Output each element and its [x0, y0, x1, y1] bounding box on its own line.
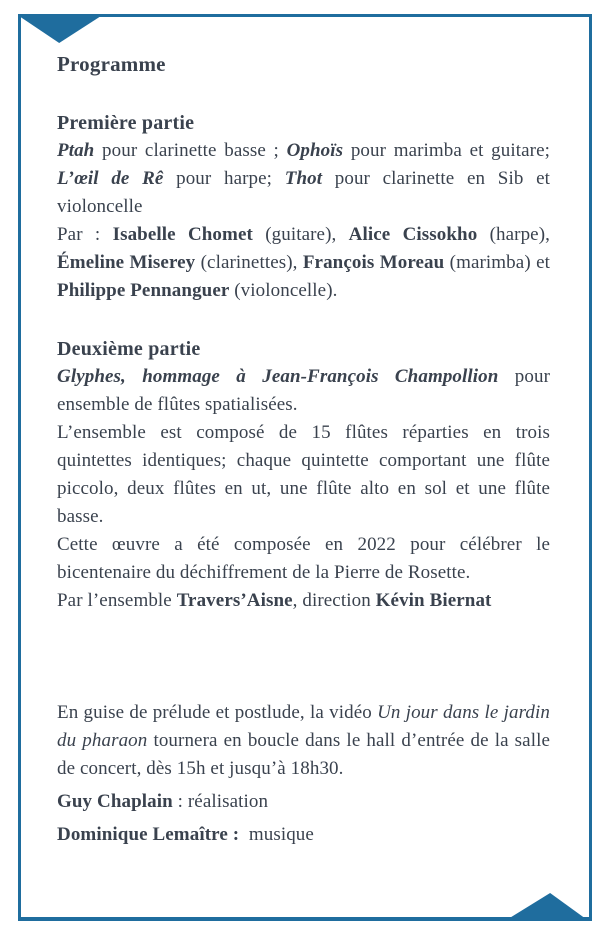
- paragraph: [57, 137, 550, 221]
- text-run: (marimba) et: [444, 252, 550, 273]
- text-run: musique: [239, 824, 314, 845]
- text-run: pour clarinette en Sib et violoncelle: [57, 168, 550, 217]
- text-run: pour clarinette basse ;: [94, 140, 287, 161]
- emphasized-text: Alice Cissokho: [348, 224, 478, 245]
- paragraph: [57, 587, 550, 615]
- emphasized-text: Glyphes, hommage à Jean-François Champollion: [57, 366, 499, 387]
- emphasized-text: Guy Chaplain: [57, 791, 173, 812]
- text-run: (harpe),: [477, 224, 550, 245]
- text-run: Par :: [57, 224, 113, 245]
- text-run: , direction: [292, 590, 376, 611]
- emphasized-text: L’œil de Rê: [57, 168, 164, 189]
- text-run: : réalisation: [172, 791, 269, 812]
- text-run: (violoncelle).: [229, 280, 338, 301]
- text-run: pour marimba et guitare;: [343, 140, 550, 161]
- section-heading: Première partie: [57, 112, 195, 134]
- text-run: (guitare),: [252, 224, 349, 245]
- sections: [57, 109, 550, 849]
- emphasized-text: Un jour dans le jardin du pharaon: [57, 702, 550, 751]
- section-1: [57, 109, 550, 305]
- text-run: Par l’ensemble: [57, 590, 177, 611]
- text-run: tournera en boucle dans le hall d’entrée de la salle de concert, dès 15h et jusqu’à 18h30.: [57, 730, 550, 779]
- emphasized-text: Ptah: [57, 140, 95, 161]
- text-run: pour harpe;: [163, 168, 285, 189]
- emphasized-text: Émeline Miserey: [57, 252, 196, 273]
- text-run: L’ensemble est composé de 15 flûtes réparties en trois quintettes identiques; chaque quintette comportant une flûte piccolo, deux flûtes en ut, une flûte alto en sol et une flûte basse.: [57, 422, 550, 527]
- emphasized-text: Thot: [284, 168, 323, 189]
- section-2: [57, 335, 550, 615]
- emphasized-text: Isabelle Chomet: [112, 224, 253, 245]
- paragraph: [57, 531, 550, 587]
- paragraph: [57, 821, 550, 849]
- paragraph: [57, 699, 550, 783]
- emphasized-text: Philippe Pennanguer: [57, 280, 230, 301]
- paragraph: [57, 221, 550, 305]
- text-run: pour ensemble de flûtes spatialisées.: [57, 366, 550, 415]
- page-title: Programme: [57, 52, 166, 76]
- paragraph: [57, 419, 550, 531]
- section-heading: Deuxième partie: [57, 338, 201, 360]
- text-run: Cette œuvre a été composée en 2022 pour célébrer le bicentenaire du déchiffrement de la Pierre de Rosette.: [57, 534, 550, 583]
- emphasized-text: Travers’Aisne: [176, 590, 293, 611]
- emphasized-text: Ophoïs: [286, 140, 344, 161]
- paragraph: [57, 363, 550, 419]
- emphasized-text: Dominique Lemaître :: [57, 824, 240, 845]
- paragraph: [57, 788, 550, 816]
- section-3: [57, 699, 550, 849]
- text-run: (clarinettes),: [195, 252, 303, 273]
- text-run: En guise de prélude et postlude, la vidéo: [57, 702, 378, 723]
- emphasized-text: Kévin Biernat: [375, 590, 492, 611]
- emphasized-text: François Moreau: [302, 252, 445, 273]
